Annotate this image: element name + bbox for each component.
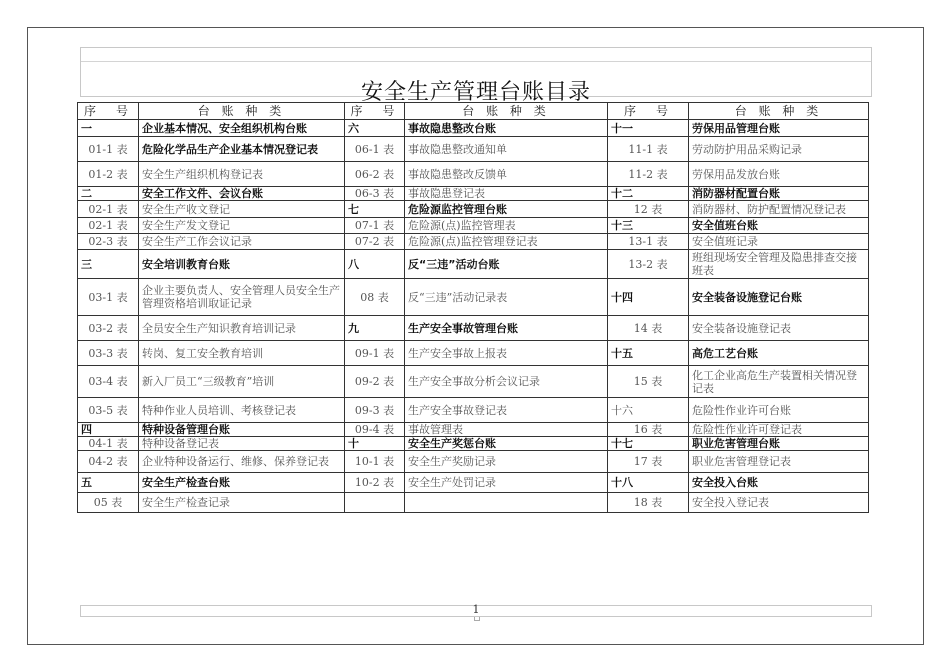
seq-cell: 09-2 表	[345, 366, 405, 398]
ledger-type-cell: 生产安全事故登记表	[405, 398, 608, 423]
seq-cell: 一	[78, 120, 139, 137]
seq-cell: 06-3 表	[345, 187, 405, 201]
ledger-type-cell: 安全生产奖励记录	[405, 451, 608, 473]
seq-cell: 07-2 表	[345, 234, 405, 250]
col-header-type-2: 台 账 种 类	[405, 103, 608, 120]
seq-cell: 04-2 表	[78, 451, 139, 473]
ledger-type-cell: 企业主要负责人、安全管理人员安全生产管理资格培训取证记录	[139, 279, 345, 316]
seq-cell: 九	[345, 316, 405, 341]
ledger-type-cell: 安全投入台账	[689, 473, 869, 493]
seq-cell: 10-1 表	[345, 451, 405, 473]
ledger-type-cell: 企业特种设备运行、维修、保养登记表	[139, 451, 345, 473]
ledger-type-cell: 生产安全事故管理台账	[405, 316, 608, 341]
seq-cell: 15 表	[608, 366, 689, 398]
col-header-type-3: 台 账 种 类	[689, 103, 869, 120]
ledger-type-cell: 化工企业高危生产装置相关情况登记表	[689, 366, 869, 398]
ledger-type-cell: 劳保用品发放台账	[689, 162, 869, 187]
table-row	[78, 162, 869, 187]
page-footer	[80, 605, 872, 617]
document-page	[27, 27, 924, 645]
seq-cell: 08 表	[345, 279, 405, 316]
table-row	[78, 279, 869, 316]
ledger-type-cell	[405, 493, 608, 513]
ledger-type-cell: 安全生产组织机构登记表	[139, 162, 345, 187]
ledger-type-cell: 安全工作文件、会议台账	[139, 187, 345, 201]
seq-cell	[345, 493, 405, 513]
seq-cell: 03-3 表	[78, 341, 139, 366]
seq-cell: 14 表	[608, 316, 689, 341]
seq-cell: 10-2 表	[345, 473, 405, 493]
seq-cell: 十	[345, 437, 405, 451]
ledger-type-cell: 生产安全事故上报表	[405, 341, 608, 366]
seq-cell: 01-2 表	[78, 162, 139, 187]
page-title: 安全生产管理台账目录	[360, 80, 591, 105]
ledger-type-cell: 事故管理表	[405, 423, 608, 437]
ledger-catalog-table	[77, 102, 869, 513]
ledger-type-cell: 事故隐患整改通知单	[405, 137, 608, 162]
ledger-type-cell: 安全装备设施登记表	[689, 316, 869, 341]
ledger-type-cell: 安全值班台账	[689, 218, 869, 234]
table-row	[78, 250, 869, 279]
table-row	[78, 451, 869, 473]
table-row	[78, 341, 869, 366]
seq-cell: 十八	[608, 473, 689, 493]
ledger-type-cell: 事故隐患登记表	[405, 187, 608, 201]
ledger-type-cell: 劳动防护用品采购记录	[689, 137, 869, 162]
seq-cell: 十七	[608, 437, 689, 451]
seq-cell: 07-1 表	[345, 218, 405, 234]
seq-cell: 三	[78, 250, 139, 279]
table-row	[78, 366, 869, 398]
ledger-type-cell: 安全装备设施登记台账	[689, 279, 869, 316]
seq-cell: 17 表	[608, 451, 689, 473]
seq-cell: 06-1 表	[345, 137, 405, 162]
table-row	[78, 218, 869, 234]
seq-cell: 十六	[608, 398, 689, 423]
seq-cell: 11-1 表	[608, 137, 689, 162]
seq-cell: 13-1 表	[608, 234, 689, 250]
ledger-type-cell: 特种设备管理台账	[139, 423, 345, 437]
seq-cell: 03-5 表	[78, 398, 139, 423]
table-row	[78, 437, 869, 451]
page-header	[80, 47, 872, 105]
ledger-type-cell: 消防器材、防护配置情况登记表	[689, 201, 869, 218]
table-row	[78, 473, 869, 493]
seq-cell: 03-2 表	[78, 316, 139, 341]
seq-cell: 09-3 表	[345, 398, 405, 423]
ledger-type-cell: 高危工艺台账	[689, 341, 869, 366]
table-row	[78, 234, 869, 250]
seq-cell: 18 表	[608, 493, 689, 513]
col-header-seq-1: 序 号	[78, 103, 139, 120]
footer-marker	[474, 617, 480, 621]
seq-cell: 02-1 表	[78, 201, 139, 218]
ledger-type-cell: 职业危害管理登记表	[689, 451, 869, 473]
ledger-type-cell: 危险性作业许可台账	[689, 398, 869, 423]
seq-cell: 二	[78, 187, 139, 201]
ledger-type-cell: 安全生产发文登记	[139, 218, 345, 234]
ledger-type-cell: 企业基本情况、安全组织机构台账	[139, 120, 345, 137]
ledger-type-cell: 安全投入登记表	[689, 493, 869, 513]
seq-cell: 02-3 表	[78, 234, 139, 250]
ledger-type-cell: 反“三违”活动记录表	[405, 279, 608, 316]
ledger-type-cell: 消防器材配置台账	[689, 187, 869, 201]
table-row	[78, 120, 869, 137]
seq-cell: 16 表	[608, 423, 689, 437]
table-row	[78, 423, 869, 437]
col-header-seq-3: 序 号	[608, 103, 689, 120]
ledger-type-cell: 转岗、复工安全教育培训	[139, 341, 345, 366]
ledger-type-cell: 反“三违”活动台账	[405, 250, 608, 279]
seq-cell: 六	[345, 120, 405, 137]
ledger-type-cell: 安全生产检查记录	[139, 493, 345, 513]
seq-cell: 四	[78, 423, 139, 437]
seq-cell: 13-2 表	[608, 250, 689, 279]
seq-cell: 09-1 表	[345, 341, 405, 366]
col-header-type-1: 台 账 种 类	[139, 103, 345, 120]
ledger-type-cell: 安全生产奖惩台账	[405, 437, 608, 451]
ledger-type-cell: 危险化学品生产企业基本情况登记表	[139, 137, 345, 162]
ledger-type-cell: 安全生产处罚记录	[405, 473, 608, 493]
ledger-type-cell: 特种作业人员培训、考核登记表	[139, 398, 345, 423]
seq-cell: 03-1 表	[78, 279, 139, 316]
seq-cell: 04-1 表	[78, 437, 139, 451]
page-number: 1	[472, 603, 480, 616]
ledger-type-cell: 生产安全事故分析会议记录	[405, 366, 608, 398]
ledger-type-cell: 安全培训教育台账	[139, 250, 345, 279]
seq-cell: 11-2 表	[608, 162, 689, 187]
seq-cell: 七	[345, 201, 405, 218]
header-rule	[81, 61, 871, 62]
ledger-type-cell: 危险源监控管理台账	[405, 201, 608, 218]
seq-cell: 五	[78, 473, 139, 493]
ledger-type-cell: 危险源(点)监控管理表	[405, 218, 608, 234]
seq-cell: 十四	[608, 279, 689, 316]
ledger-type-cell: 安全生产工作会议记录	[139, 234, 345, 250]
ledger-type-cell: 劳保用品管理台账	[689, 120, 869, 137]
seq-cell: 09-4 表	[345, 423, 405, 437]
seq-cell: 06-2 表	[345, 162, 405, 187]
ledger-type-cell: 班组现场安全管理及隐患排查交接班表	[689, 250, 869, 279]
seq-cell: 十三	[608, 218, 689, 234]
table-row	[78, 187, 869, 201]
ledger-type-cell: 安全生产检查台账	[139, 473, 345, 493]
ledger-type-cell: 危险性作业许可登记表	[689, 423, 869, 437]
table-row	[78, 398, 869, 423]
seq-cell: 十二	[608, 187, 689, 201]
seq-cell: 12 表	[608, 201, 689, 218]
ledger-type-cell: 全员安全生产知识教育培训记录	[139, 316, 345, 341]
ledger-type-cell: 危险源(点)监控管理登记表	[405, 234, 608, 250]
ledger-type-cell: 新入厂员工“三级教育”培训	[139, 366, 345, 398]
ledger-type-cell: 事故隐患整改反馈单	[405, 162, 608, 187]
table-header-row	[78, 103, 869, 120]
seq-cell: 八	[345, 250, 405, 279]
ledger-type-cell: 职业危害管理台账	[689, 437, 869, 451]
seq-cell: 十五	[608, 341, 689, 366]
seq-cell: 十一	[608, 120, 689, 137]
seq-cell: 05 表	[78, 493, 139, 513]
ledger-type-cell: 特种设备登记表	[139, 437, 345, 451]
ledger-type-cell: 事故隐患整改台账	[405, 120, 608, 137]
seq-cell: 01-1 表	[78, 137, 139, 162]
ledger-type-cell: 安全生产收文登记	[139, 201, 345, 218]
table-row	[78, 493, 869, 513]
ledger-type-cell: 安全值班记录	[689, 234, 869, 250]
table-row	[78, 137, 869, 162]
table-row	[78, 201, 869, 218]
seq-cell: 02-1 表	[78, 218, 139, 234]
seq-cell: 03-4 表	[78, 366, 139, 398]
table-row	[78, 316, 869, 341]
col-header-seq-2: 序 号	[345, 103, 405, 120]
